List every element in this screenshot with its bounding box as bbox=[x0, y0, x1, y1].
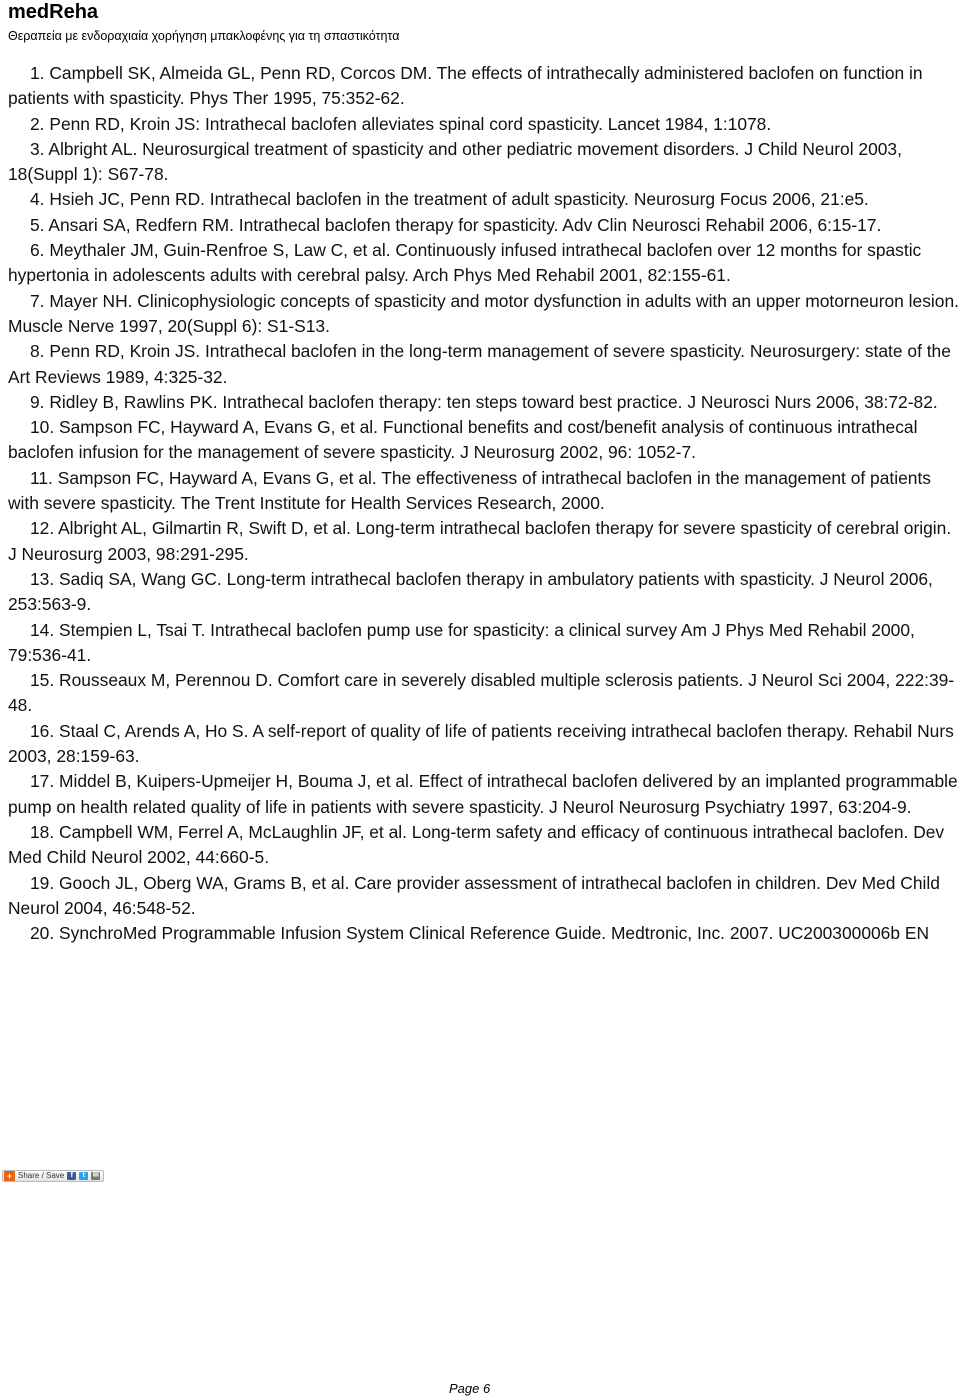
email-icon[interactable]: ✉ bbox=[92, 1172, 99, 1179]
share-save-button[interactable] bbox=[2, 1170, 104, 1182]
reference-item bbox=[8, 137, 960, 188]
reference-text: Sampson FC, Hayward A, Evans G, et al. Functional benefits and cost/benefit analysis of continuous intrathecal baclofen infusion for the management of severe spasticity. J Neurosurg 2002, 96: 1052-7. bbox=[8, 417, 918, 463]
reference-item bbox=[8, 466, 960, 517]
reference-item bbox=[8, 820, 960, 871]
reference-number: 2. bbox=[30, 113, 45, 134]
reference-number: 4. bbox=[30, 189, 45, 210]
reference-item bbox=[8, 921, 960, 946]
site-subtitle: Θεραπεία με ενδοραχιαία χορήγηση μπακλοφένης για τη σπαστικότητα bbox=[8, 29, 400, 43]
reference-number: 12. bbox=[30, 518, 55, 539]
reference-number: 6. bbox=[30, 240, 45, 261]
reference-number: 9. bbox=[30, 391, 45, 412]
reference-text: Sampson FC, Hayward A, Evans G, et al. The effectiveness of intrathecal baclofen in the management of patients with severe spasticity. The Trent Institute for Health Services Research, 2000. bbox=[8, 467, 931, 514]
reference-item bbox=[8, 213, 960, 238]
reference-item bbox=[8, 567, 960, 618]
reference-text: Albright AL, Gilmartin R, Swift D, et al. Long-term intrathecal baclofen therapy for severe spasticity of cerebral origin. J Neurosurg 2003, 98:291-295. bbox=[8, 518, 952, 564]
reference-text: Penn RD, Kroin JS: Intrathecal baclofen alleviates spinal cord spasticity. Lancet 1984, 1:1078. bbox=[49, 113, 772, 134]
reference-number: 7. bbox=[30, 290, 45, 311]
reference-number: 16. bbox=[30, 720, 55, 741]
reference-item bbox=[8, 238, 960, 289]
reference-item bbox=[8, 618, 960, 669]
reference-item bbox=[8, 289, 960, 340]
reference-text: Ansari SA, Redfern RM. Intrathecal baclofen therapy for spasticity. Adv Clin Neurosci Rehabil 2006, 6:15-17. bbox=[48, 214, 882, 235]
page-number: Page 6 bbox=[449, 1381, 491, 1396]
twitter-icon[interactable]: t bbox=[79, 1172, 88, 1180]
reference-item bbox=[8, 516, 960, 567]
reference-number: 20. bbox=[30, 923, 55, 944]
reference-item bbox=[8, 719, 960, 770]
reference-number: 17. bbox=[30, 771, 55, 792]
reference-text: Albright AL. Neurosurgical treatment of spasticity and other pediatric movement disorders. J Child Neurol 2003, 18(Suppl 1): S67-78. bbox=[8, 138, 902, 185]
share-plus-icon: + bbox=[4, 1171, 15, 1181]
reference-item bbox=[8, 871, 960, 922]
reference-text: SynchroMed Programmable Infusion System Clinical Reference Guide. Medtronic, Inc. 2007. UC200300006b EN bbox=[59, 923, 930, 944]
reference-text: Gooch JL, Oberg WA, Grams B, et al. Care provider assessment of intrathecal baclofen in children. Dev Med Child Neurol 2004, 46:548-52. bbox=[8, 872, 940, 918]
reference-text: Meythaler JM, Guin-Renfroe S, Law C, et al. Continuously infused intrathecal baclofen over 12 months for spastic hypertonia in adolescents adults with cerebral palsy. Arch Phys Med Rehabil 2001, 82:155-61. bbox=[8, 240, 922, 286]
reference-item bbox=[8, 339, 960, 390]
reference-number: 19. bbox=[30, 872, 55, 893]
reference-text: Middel B, Kuipers-Upmeijer H, Bouma J, et al. Effect of intrathecal baclofen delivered by an implanted programmable pump on health related quality of life in patients with severe spasticity. J Neurol Neurosurg Psychiatry 1997, 63:204-9. bbox=[8, 771, 958, 817]
reference-number: 13. bbox=[30, 568, 55, 589]
reference-text: Hsieh JC, Penn RD. Intrathecal baclofen in the treatment of adult spasticity. Neurosurg Focus 2006, 21:e5. bbox=[49, 189, 869, 210]
reference-number: 11. bbox=[30, 467, 53, 488]
reference-text: Campbell SK, Almeida GL, Penn RD, Corcos DM. The effects of intrathecally administered baclofen on function in patients with spasticity. Phys Ther 1995, 75:352-62. bbox=[8, 63, 923, 109]
reference-text: Penn RD, Kroin JS. Intrathecal baclofen in the long-term management of severe spasticity. Neurosurgery: state of the Art Reviews 1989, 4:325-32. bbox=[8, 341, 951, 387]
reference-number: 1. bbox=[30, 63, 45, 83]
share-label: Share / Save bbox=[18, 1171, 65, 1180]
reference-number: 14. bbox=[30, 619, 55, 640]
reference-text: Sadiq SA, Wang GC. Long-term intrathecal baclofen therapy in ambulatory patients with spasticity. J Neurol 2006, 253:563-9. bbox=[8, 568, 933, 615]
site-header bbox=[8, 0, 952, 44]
reference-text: Ridley B, Rawlins PK. Intrathecal baclofen therapy: ten steps toward best practice. J Neurosci Nurs 2006, 38:72-82. bbox=[49, 391, 938, 412]
reference-item bbox=[8, 769, 960, 820]
reference-text: Campbell WM, Ferrel A, McLaughlin JF, et al. Long-term safety and efficacy of continuous intrathecal baclofen. Dev Med Child Neurol 2002, 44:660-5. bbox=[8, 821, 945, 868]
reference-item bbox=[8, 668, 960, 719]
reference-text: Rousseaux M, Perennou D. Comfort care in severely disabled multiple sclerosis patients. J Neurol Sci 2004, 222:39-48. bbox=[8, 670, 955, 716]
reference-text: Stempien L, Tsai T. Intrathecal baclofen pump use for spasticity: a clinical survey Am J Phys Med Rehabil 2000, 79:536-41. bbox=[8, 619, 915, 665]
reference-item bbox=[8, 415, 960, 466]
reference-number: 8. bbox=[30, 341, 45, 362]
reference-number: 15. bbox=[30, 670, 55, 691]
reference-list bbox=[8, 61, 960, 946]
reference-item bbox=[8, 187, 960, 212]
reference-text: Staal C, Arends A, Ho S. A self-report of quality of life of patients receiving intrathecal baclofen therapy. Rehabil Nurs 2003, 28:159-63. bbox=[8, 720, 954, 767]
reference-item bbox=[8, 61, 960, 112]
facebook-icon[interactable]: f bbox=[67, 1172, 76, 1180]
reference-number: 18. bbox=[30, 821, 55, 842]
reference-text: Mayer NH. Clinicophysiologic concepts of spasticity and motor dysfunction in adults with an upper motorneuron lesion. Muscle Nerve 1997, 20(Suppl 6): S1-S13. bbox=[8, 290, 959, 336]
reference-item bbox=[8, 112, 960, 137]
site-title: medReha bbox=[8, 1, 99, 23]
reference-number: 10. bbox=[30, 417, 55, 438]
reference-item bbox=[8, 390, 960, 415]
reference-number: 5. bbox=[30, 214, 45, 235]
reference-number: 3. bbox=[30, 138, 45, 159]
